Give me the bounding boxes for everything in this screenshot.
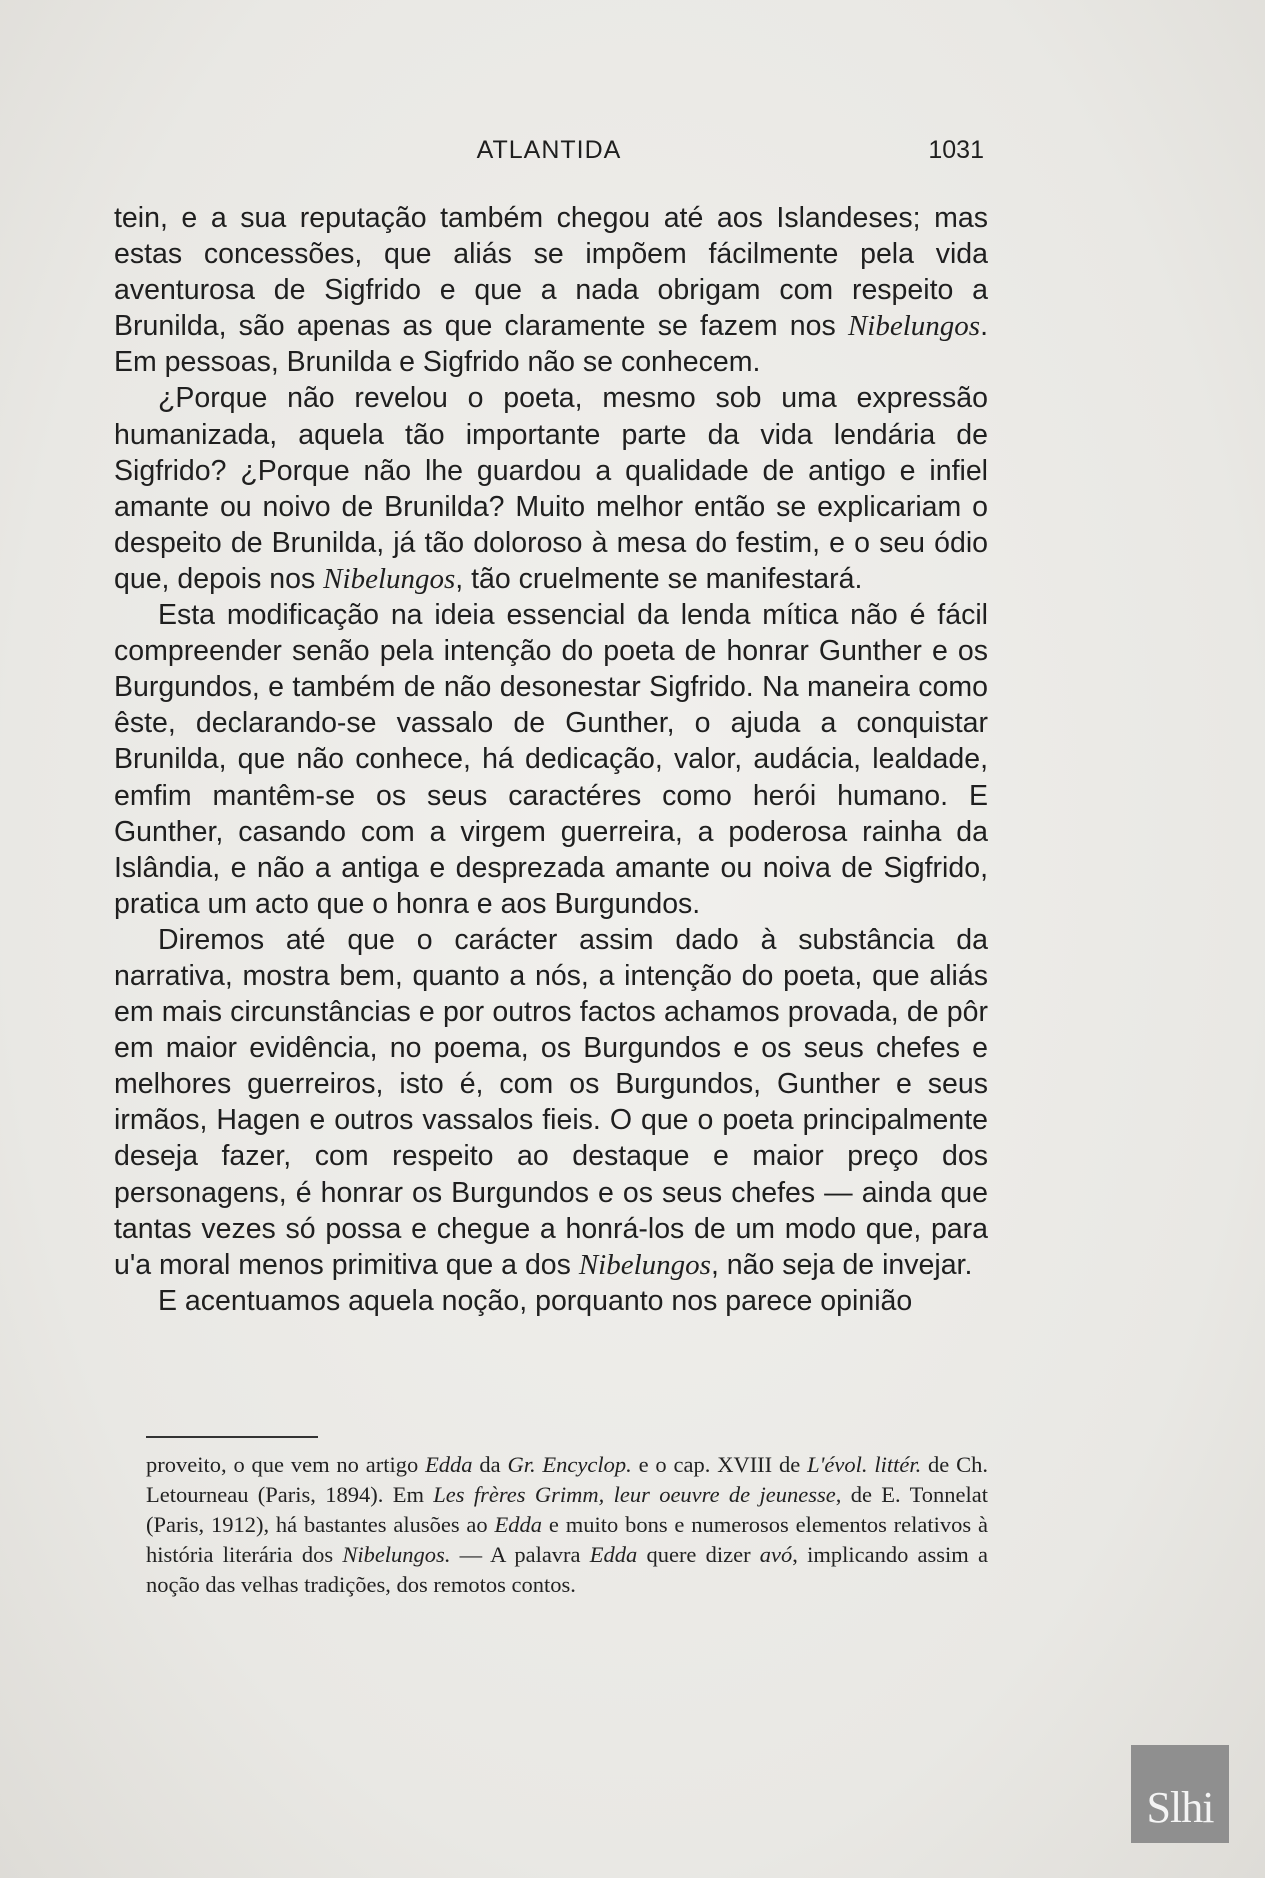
paragraph-3: Esta modificação na ideia essencial da lenda mítica não é fácil compreender senão pela intenção do poeta de honrar Gunther e os Burgundos, e também de não desonestar Sigfrido. Na maneira como êste, declarando-se vassalo de Gunther, o ajuda a conquistar Brunilda, que não conhece, há dedicação, valor, audácia, lealdade, emfim mantêm-se os seus caractéres como herói humano. E Gunther, casando com a virgem guerreira, a poderosa rainha da Islândia, e não a antiga e desprezada amante ou noiva de Sigfrido, pratica um acto que o honra e aos Burgundos. (114, 599, 988, 920)
text-span: . Em pessoas, Brunilda e Sigfrido não se conhecem. (114, 310, 988, 379)
text-span: tein, e a sua reputação também chegou até aos Islandeses; mas estas concessões, que aliás se impõem fácilmente pela vida aventurosa de Sigfrido e que a nada obrigam com respeito a Brunilda, são apenas as que claramente se fazem nos (114, 202, 988, 343)
text-span: , tão cruelmente se manifestará. (455, 562, 863, 595)
text-span: e muito bons e numerosos elementos relativos à história literária dos (146, 1512, 988, 1567)
italic-text: Les frères Grimm, leur oeuvre de jeunesse (433, 1482, 836, 1507)
paragraph-2 (114, 380, 988, 597)
text-span: , não seja de invejar. (710, 1248, 973, 1281)
italic-title: Nibelungos (578, 1248, 711, 1281)
text-span: proveito, o que vem no artigo (146, 1452, 426, 1477)
body-text (114, 200, 988, 1319)
italic-title: Nibelungos (847, 310, 981, 343)
running-header (114, 136, 984, 168)
text-span: quere dizer (637, 1542, 760, 1567)
italic-text: avó (759, 1542, 793, 1567)
text-span: , implicando assim a noção das velhas tradições, dos remotos contos. (146, 1542, 988, 1597)
italic-text: Gr. Encyclop. (507, 1452, 632, 1477)
text-span: , de E. Tonnelat (Paris, 1912), há bastantes alusões ao (146, 1482, 988, 1537)
text-span: ¿Porque não revelou o poeta, mesmo sob uma expressão humanizada, aquela tão importante parte da vida lendária de Sigfrido? ¿Porque não lhe guardou a qualidade de antigo e infiel amante ou noivo de Brunilda? Muito melhor então se explicariam o despeito de Brunilda, já tão doloroso à mesa do festim, e o seu ódio que, depois nos (114, 382, 988, 595)
italic-text: Nibelungos. (342, 1542, 451, 1567)
library-logo: Slhi (1131, 1745, 1229, 1843)
page-number: 1031 (928, 136, 984, 164)
running-title: ATLANTIDA (476, 136, 622, 164)
footnote-rule (146, 1436, 318, 1438)
text-span: e o cap. XVIII de (631, 1452, 808, 1477)
paragraph-5: E acentuamos aquela noção, porquanto nos parece opinião (158, 1284, 913, 1317)
text-span: — A palavra (450, 1542, 590, 1567)
text-span: de Ch. Letourneau (Paris, 1894). Em (146, 1452, 989, 1507)
italic-text: Edda (494, 1512, 543, 1537)
paragraph-4 (114, 922, 988, 1283)
paragraph-1 (114, 200, 988, 380)
italic-text: L'évol. littér. (807, 1452, 922, 1477)
italic-text: Edda (425, 1452, 473, 1477)
footnote (146, 1450, 988, 1600)
italic-text: Edda (589, 1542, 638, 1567)
italic-title: Nibelungos (323, 562, 456, 595)
text-span: da (472, 1452, 508, 1477)
text-span: Diremos até que o carácter assim dado à substância da narrativa, mostra bem, quanto a nós, a intenção do poeta, que aliás em mais circunstâncias e por outros factos achamos provada, de pôr em maior evidência, no poema, os Burgundos e os seus chefes e melhores guerreiros, isto é, com os Burgundos, Gunther e seus irmãos, Hagen e outros vassalos fieis. O que o poeta principalmente deseja fazer, com respeito ao destaque e maior preço dos personagens, é honrar os Burgundos e os seus chefes — ainda que tantas vezes só possa e chegue a honrá-los de um modo que, para u'a moral menos primitiva que a dos (114, 923, 988, 1281)
footnote-text (146, 1450, 988, 1600)
